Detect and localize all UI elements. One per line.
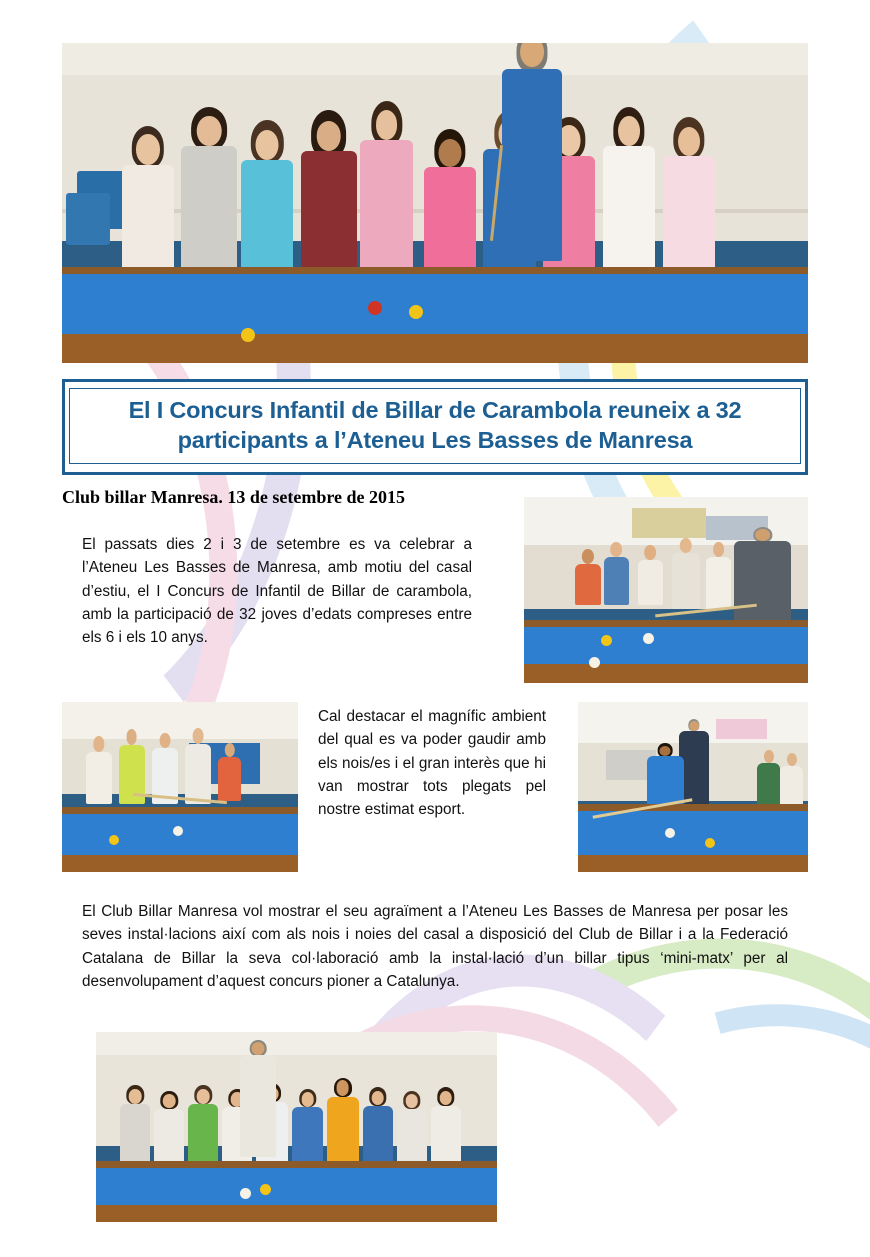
ball-yellow [601,635,612,646]
photo-girl-shooting [578,702,808,872]
person-figure [188,1085,218,1172]
table-rail [62,855,298,872]
table-rail [96,1205,497,1222]
photo-coach-helping [524,497,808,683]
photo-kids-playing-left [62,702,298,872]
person-figure [424,129,476,286]
person-figure [604,542,630,605]
byline: Club billar Manresa. 13 de setembre de 2015 [62,487,405,507]
photo-group-boys-bottom [96,1032,497,1222]
person-figure [181,107,237,286]
person-figure [218,743,242,801]
person-figure [638,545,664,605]
ball-white [173,826,183,836]
person-figure [363,1087,393,1173]
person-figure-coach [240,1040,276,1158]
table-rail [578,855,808,872]
ball-yellow [241,328,255,342]
ball-yellow [109,835,119,845]
person-figure [575,549,601,605]
paragraph-1: El passats dies 2 i 3 de setembre es va celebrar a l’Ateneu Les Basses de Manresa, amb motiu del casal d’estiu, el I Concurs de Infantil de Billar de carambola, amb la participació de 32 joves d’edats compreses entre els 6 i els 10 anys. [82,536,472,646]
paragraph-3: El Club Billar Manresa vol mostrar el seu agraïment a l’Ateneu Les Basses de Manresa per posar les seves instal·lacions així com als nois i noies del casal a disposició del Club de Billar i a la Federació Catalana de Billar la seva col·laboració amb la instal·lació d’un billar tipus ‘mini-matx’ per al desenvolupament d’aquest concurs pioner a Catalunya. [82,903,788,990]
paragraph-2: Cal destacar el magnífic ambient del qual es va poder gaudir amb els nois/es i el gran interès que hi van mostrar tots plegats pel nostre estimat esport. [318,708,546,818]
person-figure [301,110,357,286]
person-figure [86,736,112,804]
billiard-table [62,267,808,344]
photo-group-girls-top [62,43,808,363]
person-figure [120,1085,150,1172]
person-figure [706,542,732,609]
headline-banner [62,379,808,475]
person-figure [757,750,780,808]
ball-white [643,633,654,644]
person-figure [603,107,655,286]
person-figure [780,753,803,807]
person-figure-coach [502,43,562,261]
person-figure [360,101,412,287]
person-figure [292,1089,322,1173]
person-figure [152,733,178,804]
person-figure [663,117,715,287]
person-figure [122,126,174,286]
table-rail [62,334,808,363]
person-figure [431,1087,461,1173]
page-title: El I Concurs Infantil de Billar de Carambola reuneix a 32 participants a l’Ateneu Les Basses de Manresa [128,397,742,454]
ball-yellow [705,838,715,848]
person-figure [672,538,700,609]
person-figure-coach [734,527,791,631]
table-rail [524,664,808,683]
person-figure [241,120,293,286]
cue-stick [133,793,227,804]
person-figure [327,1078,359,1173]
ball-red [368,301,382,315]
person-figure [185,728,211,805]
